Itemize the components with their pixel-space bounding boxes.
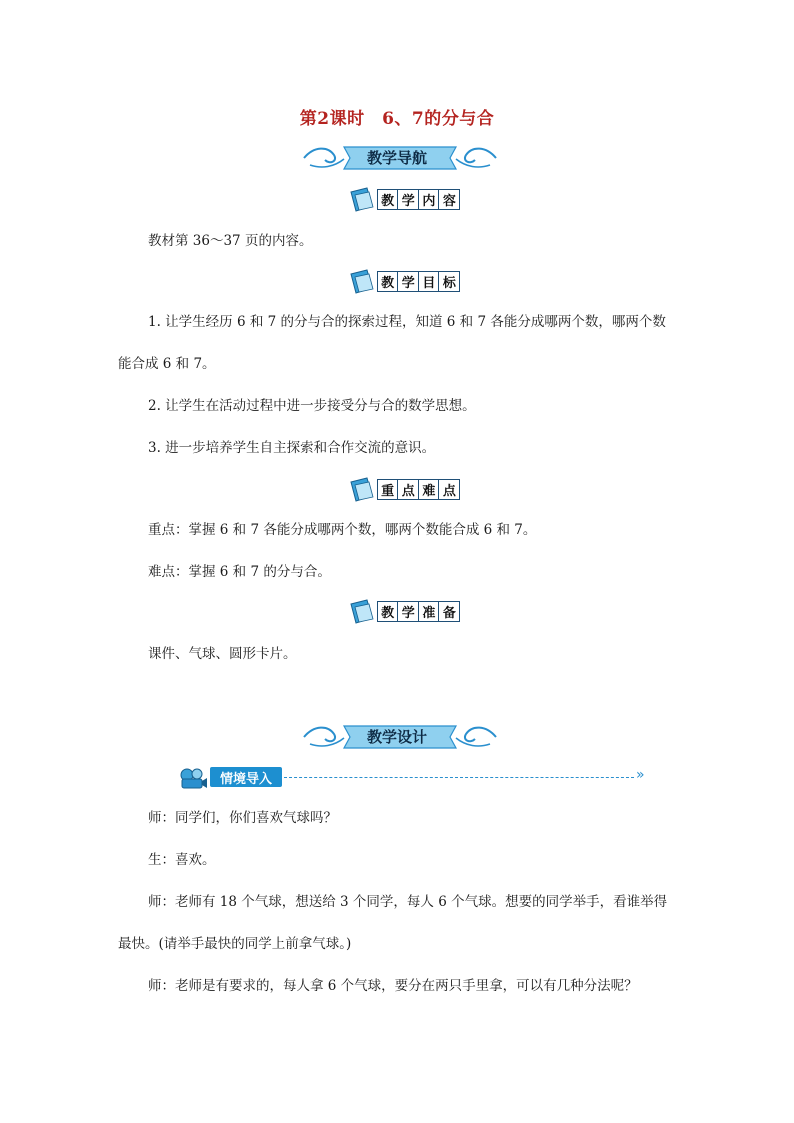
section-char: 学 <box>397 271 419 292</box>
dashed-divider <box>284 777 634 778</box>
goal-2: 2. 让学生在活动过程中进一步接受分与合的数学思想。 <box>148 398 476 414</box>
dialogue-3-continued: 最快。(请举手最快的同学上前拿气球。) <box>118 936 352 952</box>
section-char: 标 <box>438 271 460 292</box>
folder-book-icon <box>348 598 378 626</box>
folder-book-icon <box>348 268 378 296</box>
section-char: 备 <box>438 601 460 622</box>
section-char: 教 <box>377 271 399 292</box>
dialogue-1: 师：同学们，你们喜欢气球吗？ <box>148 810 337 826</box>
film-camera-icon <box>178 766 208 790</box>
section-char: 点 <box>438 479 460 500</box>
content-text: 教材第 36～37 页的内容。 <box>148 233 313 249</box>
double-chevron-right-icon: » <box>636 767 645 783</box>
banner-label: 教学设计 <box>366 728 427 746</box>
scene-intro-tag <box>178 766 658 790</box>
goal-3: 3. 进一步培养学生自主探索和合作交流的意识。 <box>148 440 436 456</box>
scene-intro-label: 情境导入 <box>210 767 282 787</box>
section-char: 学 <box>397 601 419 622</box>
folder-book-icon <box>348 186 378 214</box>
difficult-point: 难点：掌握 6 和 7 的分与合。 <box>148 564 331 580</box>
banner-teaching-guide <box>0 143 794 173</box>
key-point: 重点：掌握 6 和 7 各能分成哪两个数，哪两个数能合成 6 和 7。 <box>148 522 537 538</box>
dialogue-3: 师：老师有 18 个气球，想送给 3 个同学，每人 6 个气球。想要的同学举手，看谁举得 <box>148 894 668 910</box>
banner-label: 教学导航 <box>366 149 427 167</box>
section-char: 目 <box>418 271 440 292</box>
page-title: 第2课时 6、7的分与合 <box>299 109 495 129</box>
section-char: 点 <box>397 479 419 500</box>
section-char: 教 <box>377 189 399 210</box>
goal-1: 1. 让学生经历 6 和 7 的分与合的探索过程，知道 6 和 7 各能分成哪两个数，哪两个数 <box>148 314 666 330</box>
goal-1-continued: 能合成 6 和 7。 <box>118 356 216 372</box>
section-char: 重 <box>377 479 399 500</box>
dialogue-4: 师：老师是有要求的，每人拿 6 个气球，要分在两只手里拿，可以有几种分法呢？ <box>148 978 638 994</box>
section-char: 内 <box>418 189 440 210</box>
prep-text: 课件、气球、圆形卡片。 <box>148 646 297 662</box>
section-char: 教 <box>377 601 399 622</box>
folder-book-icon <box>348 476 378 504</box>
dialogue-2: 生：喜欢。 <box>148 852 216 868</box>
section-char: 难 <box>418 479 440 500</box>
section-char: 准 <box>418 601 440 622</box>
banner-teaching-design <box>0 722 794 752</box>
section-char: 容 <box>438 189 460 210</box>
section-char: 学 <box>397 189 419 210</box>
